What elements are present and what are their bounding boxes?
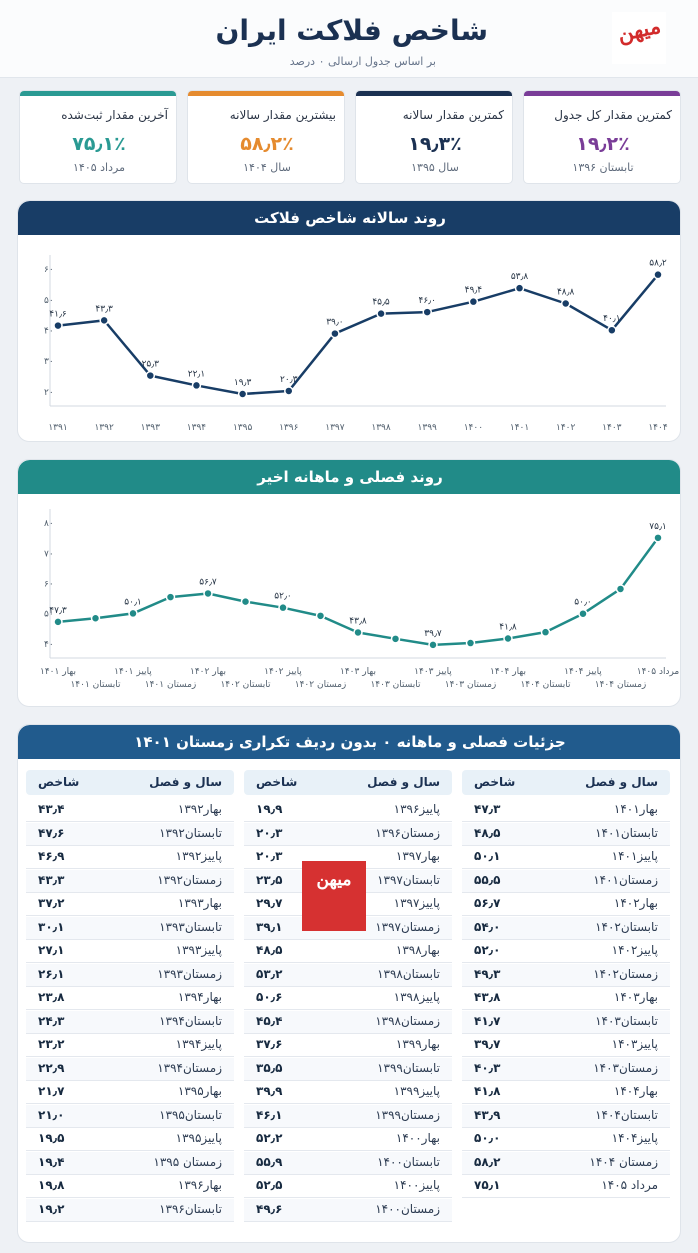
row-season: پاییز۱۳۹۷ [393, 896, 440, 910]
data-label: ۳۹٫۰ [326, 317, 344, 328]
row-season: مرداد ۱۴۰۵ [601, 1178, 658, 1192]
data-point [317, 612, 325, 620]
seasonal-chart-title: روند فصلی و ماهانه اخیر [18, 460, 681, 494]
card-latest [19, 90, 177, 184]
row-value: ۳۰٫۱ [38, 919, 65, 934]
table-row [462, 1034, 670, 1057]
card-accent [356, 91, 513, 96]
x-tick-label: ۱۴۰۴ [648, 423, 668, 433]
data-point [654, 271, 662, 279]
row-value: ۵۵٫۹ [256, 1154, 283, 1169]
y-tick-label: ۸۰ [44, 519, 54, 530]
row-season: تابستان۱۳۹۸ [377, 966, 440, 981]
x-tick-label: زمستان ۱۴۰۳ [444, 680, 497, 690]
row-season: بهار۱۴۰۰ [395, 1131, 440, 1145]
x-tick-label: ۱۳۹۸ [371, 423, 391, 433]
data-label: ۴۳٫۸ [349, 616, 367, 627]
row-value: ۳۹٫۹ [256, 1084, 283, 1098]
row-value: ۴۱٫۸ [474, 1084, 501, 1098]
row-season: زمستان۱۳۹۶ [375, 825, 440, 840]
table-row [26, 1128, 234, 1151]
row-value: ۴۵٫۴ [256, 1013, 283, 1028]
x-tick-label: ۱۳۹۷ [325, 423, 345, 433]
table-row [244, 1152, 452, 1175]
row-value: ۴۳٫۴ [38, 802, 65, 816]
row-season: پاییز۱۴۰۰ [393, 1178, 440, 1192]
data-label: ۴۰٫۱ [603, 314, 621, 325]
row-season: پاییز۱۴۰۳ [611, 1037, 658, 1051]
table-row [26, 846, 234, 869]
data-point [129, 609, 137, 617]
row-value: ۳۹٫۷ [474, 1037, 501, 1051]
row-season: زمستان۱۳۹۳ [157, 966, 222, 981]
y-tick-label: ۳۰ [44, 357, 54, 368]
row-value: ۲۳٫۸ [38, 990, 65, 1004]
data-point [429, 641, 437, 649]
table-row [26, 1152, 234, 1175]
column-name-header: سال و فصل [367, 775, 440, 789]
table-row [244, 1011, 452, 1034]
row-value: ۴۱٫۷ [474, 1013, 501, 1028]
row-season: تابستان۱۳۹۲ [159, 825, 222, 840]
data-point [279, 604, 287, 612]
data-label: ۴۶٫۰ [418, 296, 436, 307]
data-label: ۲۲٫۱ [187, 369, 206, 380]
table-row [462, 1105, 670, 1128]
table-header [244, 770, 452, 795]
data-label: ۲۰٫۳ [280, 374, 298, 385]
column-name-header: سال و فصل [149, 775, 222, 789]
table-row [26, 917, 234, 940]
row-value: ۱۹٫۲ [38, 1201, 65, 1216]
data-label: ۵۸٫۲ [649, 258, 667, 269]
data-label: ۴۹٫۴ [464, 285, 483, 296]
table-row [462, 846, 670, 869]
data-point [542, 628, 550, 636]
row-value: ۳۷٫۲ [38, 896, 65, 910]
data-point [579, 610, 587, 618]
x-tick-label: تابستان ۱۴۰۳ [370, 680, 421, 690]
row-season: تابستان۱۳۹۴ [159, 1013, 222, 1028]
column-value-header: شاخص [38, 775, 80, 789]
x-tick-label: تابستان ۱۴۰۱ [70, 680, 121, 690]
card-value: ۷۵٫۱٪ [72, 133, 126, 155]
row-season: بهار۱۳۹۸ [395, 943, 440, 957]
row-season: بهار۱۳۹۲ [177, 802, 222, 816]
row-value: ۲۷٫۱ [38, 943, 65, 957]
row-value: ۵۲٫۲ [256, 1131, 283, 1145]
data-label: ۴۱٫۸ [499, 622, 517, 633]
row-season: پاییز۱۴۰۲ [611, 943, 658, 957]
row-value: ۵۲٫۰ [474, 943, 501, 957]
row-season: بهار۱۳۹۹ [395, 1037, 440, 1051]
y-tick-label: ۶۰ [44, 579, 54, 590]
table-row [26, 940, 234, 963]
logo-text: میهن [615, 12, 663, 47]
x-tick-label: ۱۴۰۲ [556, 423, 576, 433]
row-value: ۲۳٫۵ [256, 872, 283, 887]
row-value: ۷۵٫۱ [474, 1178, 501, 1192]
table-header [462, 770, 670, 795]
row-value: ۴۰٫۳ [474, 1060, 501, 1075]
table-row [244, 964, 452, 987]
table-row [244, 1199, 452, 1222]
data-point [192, 381, 200, 389]
row-season: پاییز۱۳۹۴ [175, 1037, 222, 1051]
logo [612, 12, 666, 64]
row-value: ۱۹٫۴ [38, 1154, 65, 1169]
data-point [423, 308, 431, 316]
row-season: تابستان۱۴۰۱ [595, 825, 658, 840]
row-season: بهار۱۴۰۱ [613, 802, 658, 816]
data-point [654, 534, 662, 542]
table-row [244, 799, 452, 822]
row-season: تابستان۱۳۹۵ [159, 1107, 222, 1122]
row-value: ۴۸٫۵ [256, 943, 283, 957]
row-value: ۵۳٫۲ [256, 966, 283, 981]
card-accent [524, 91, 681, 96]
seasonal-chart-panel [17, 459, 681, 707]
summary-cards [17, 90, 681, 184]
x-tick-label: ۱۳۹۶ [279, 423, 299, 433]
data-point [617, 585, 625, 593]
watermark-text: میهن [316, 870, 352, 890]
row-value: ۲۱٫۰ [38, 1107, 65, 1122]
table-row [462, 964, 670, 987]
data-label: ۵۲٫۰ [274, 591, 292, 602]
row-season: پاییز۱۴۰۴ [611, 1131, 658, 1145]
y-tick-label: ۴۰ [44, 639, 54, 650]
details-table-2 [244, 770, 452, 1230]
row-value: ۲۱٫۷ [38, 1084, 65, 1098]
row-season: بهار۱۴۰۲ [613, 896, 658, 910]
data-label: ۴۵٫۵ [372, 297, 390, 308]
table-row [462, 870, 670, 893]
data-point [167, 593, 175, 601]
details-table-1 [462, 770, 670, 1230]
row-value: ۲۳٫۲ [38, 1037, 65, 1051]
row-season: تابستان۱۴۰۰ [377, 1154, 440, 1169]
data-point [562, 300, 570, 308]
row-season: پاییز۱۳۹۲ [175, 849, 222, 863]
card-note: سال ۱۴۰۴ [243, 161, 291, 174]
table-row [26, 799, 234, 822]
row-season: زمستان۱۳۹۴ [157, 1060, 222, 1075]
row-season: بهار۱۴۰۴ [613, 1084, 658, 1098]
data-label: ۵۰٫۱ [124, 597, 142, 608]
table-row [26, 1105, 234, 1128]
row-value: ۵۶٫۷ [474, 896, 501, 910]
table-row [462, 1011, 670, 1034]
yearly-chart-title: روند سالانه شاخص فلاکت [18, 201, 681, 235]
row-season: تابستان۱۳۹۶ [159, 1201, 222, 1216]
table-row [462, 1058, 670, 1081]
row-season: بهار۱۳۹۴ [177, 990, 222, 1004]
yearly-chart-panel [17, 200, 681, 442]
row-season: تابستان۱۳۹۹ [377, 1060, 440, 1075]
data-point [354, 628, 362, 636]
table-row [462, 917, 670, 940]
y-tick-label: ۴۰ [44, 326, 54, 337]
data-point [285, 387, 293, 395]
x-tick-label: پاییز ۱۴۰۳ [414, 667, 452, 677]
table-row [244, 1128, 452, 1151]
row-value: ۲۹٫۷ [256, 896, 283, 910]
data-point [608, 326, 616, 334]
table-row [26, 987, 234, 1010]
row-season: تابستان۱۳۹۷ [377, 872, 440, 887]
x-tick-label: پاییز ۱۴۰۲ [264, 667, 302, 677]
x-tick-label: ۱۴۰۳ [602, 423, 622, 433]
row-value: ۵۵٫۵ [474, 872, 501, 887]
row-value: ۱۹٫۹ [256, 802, 283, 816]
row-season: پاییز۱۳۹۹ [393, 1084, 440, 1098]
row-season: بهار۱۴۰۳ [613, 990, 658, 1004]
row-season: تابستان۱۳۹۳ [159, 919, 222, 934]
table-row [26, 1011, 234, 1034]
row-season: زمستان۱۴۰۲ [593, 966, 658, 981]
data-label: ۱۹٫۳ [233, 378, 252, 389]
x-tick-label: بهار ۱۴۰۳ [340, 667, 376, 677]
row-season: زمستان۱۴۰۰ [375, 1201, 440, 1216]
data-label: ۴۳٫۳ [95, 304, 113, 315]
data-point [504, 635, 512, 643]
table-header [26, 770, 234, 795]
row-value: ۲۶٫۱ [38, 966, 65, 981]
x-tick-label: ۱۳۹۳ [140, 423, 160, 433]
table-row [26, 823, 234, 846]
data-label: ۴۷٫۳ [49, 605, 67, 616]
data-label: ۴۱٫۶ [49, 309, 67, 320]
row-value: ۴۷٫۶ [38, 825, 65, 840]
row-value: ۵۴٫۰ [474, 919, 501, 934]
data-label: ۳۹٫۷ [424, 628, 442, 639]
table-row [244, 1034, 452, 1057]
row-value: ۱۹٫۸ [38, 1178, 65, 1192]
row-season: زمستان۱۳۹۹ [375, 1107, 440, 1122]
row-season: بهار۱۳۹۷ [395, 849, 440, 863]
card-value: ۱۹٫۲٪ [576, 133, 630, 155]
header [0, 0, 698, 78]
data-point [100, 316, 108, 324]
table-row [462, 823, 670, 846]
table-row [26, 1175, 234, 1198]
card-label: کمترین مقدار کل جدول [554, 108, 672, 122]
row-value: ۴۶٫۱ [256, 1107, 283, 1122]
table-row [26, 893, 234, 916]
card-label: بیشترین مقدار سالانه [229, 108, 336, 122]
yearly-line-chart [18, 201, 681, 442]
card-value: ۱۹٫۳٪ [408, 133, 462, 155]
x-tick-label: بهار ۱۴۰۱ [40, 667, 76, 677]
table-row [26, 1058, 234, 1081]
row-season: پاییز۱۳۹۶ [393, 802, 440, 816]
card-min-overall [523, 90, 681, 184]
table-row [462, 1081, 670, 1104]
table-row [26, 870, 234, 893]
row-season: زمستان۱۴۰۱ [593, 872, 658, 887]
data-point [331, 330, 339, 338]
table-row [462, 940, 670, 963]
x-tick-label: ۱۳۹۹ [417, 423, 437, 433]
data-point [146, 372, 154, 380]
row-value: ۵۰٫۱ [474, 849, 501, 863]
row-season: پاییز۱۳۹۵ [175, 1131, 222, 1145]
data-label: ۵۳٫۸ [510, 272, 529, 283]
data-point [242, 598, 250, 606]
y-tick-label: ۲۰ [44, 387, 54, 398]
card-label: آخرین مقدار ثبت‌شده [61, 108, 168, 122]
x-tick-label: زمستان ۱۴۰۴ [594, 680, 647, 690]
row-value: ۵۲٫۵ [256, 1178, 283, 1192]
table-row [462, 1152, 670, 1175]
row-season: تابستان۱۴۰۳ [595, 1013, 658, 1028]
row-season: تابستان۱۴۰۲ [595, 919, 658, 934]
row-value: ۲۴٫۳ [38, 1013, 65, 1028]
details-title: جزئیات فصلی و ماهانه ۰ بدون ردیف تکراری زمستان ۱۴۰۱ [18, 725, 681, 759]
data-point [377, 310, 385, 318]
row-season: بهار۱۳۹۵ [177, 1084, 222, 1098]
row-season: تابستان۱۴۰۴ [595, 1107, 658, 1122]
x-tick-label: ۱۳۹۱ [48, 423, 68, 433]
row-value: ۳۵٫۵ [256, 1060, 283, 1075]
card-accent [188, 91, 345, 96]
y-tick-label: ۵۰ [44, 295, 54, 306]
data-label: ۵۰٫۰ [574, 597, 592, 608]
row-value: ۴۹٫۳ [474, 966, 501, 981]
row-value: ۳۷٫۶ [256, 1037, 283, 1051]
row-season: پاییز۱۳۹۳ [175, 943, 222, 957]
row-value: ۴۳٫۳ [38, 872, 65, 887]
table-row [462, 987, 670, 1010]
x-tick-label: ۱۳۹۴ [186, 423, 207, 433]
table-row [26, 1034, 234, 1057]
data-point [469, 298, 477, 306]
data-point [204, 589, 212, 597]
row-value: ۴۳٫۹ [474, 1107, 501, 1122]
row-season: بهار۱۳۹۳ [177, 896, 222, 910]
table-row [26, 1081, 234, 1104]
details-panel [17, 724, 681, 1243]
row-value: ۵۰٫۰ [474, 1131, 501, 1145]
row-season: زمستان۱۳۹۲ [157, 872, 222, 887]
y-tick-label: ۵۰ [44, 609, 54, 620]
page-subtitle: بر اساس جدول ارسالی ۰ درصد [289, 55, 436, 68]
table-row [244, 1105, 452, 1128]
data-point [92, 614, 100, 622]
row-season: پاییز۱۴۰۱ [611, 849, 658, 863]
row-value: ۲۰٫۳ [256, 825, 283, 840]
y-tick-label: ۶۰ [44, 265, 54, 276]
table-row [244, 987, 452, 1010]
x-tick-label: زمستان ۱۴۰۱ [144, 680, 197, 690]
row-value: ۴۹٫۶ [256, 1201, 283, 1216]
card-accent [20, 91, 177, 96]
page-title: شاخص فلاکت ایران [215, 14, 488, 47]
row-value: ۴۳٫۸ [474, 990, 501, 1004]
x-tick-label: بهار ۱۴۰۴ [490, 667, 526, 677]
x-tick-label: تابستان ۱۴۰۲ [220, 680, 271, 690]
data-label: ۲۵٫۳ [141, 359, 160, 370]
column-name-header: سال و فصل [585, 775, 658, 789]
y-tick-label: ۷۰ [44, 549, 54, 560]
row-value: ۳۹٫۱ [256, 919, 283, 934]
table-row [26, 964, 234, 987]
table-row [462, 1175, 670, 1198]
x-tick-label: پاییز ۱۴۰۱ [114, 667, 152, 677]
data-label: ۴۸٫۸ [556, 287, 575, 298]
row-value: ۲۰٫۳ [256, 849, 283, 863]
data-point [54, 322, 62, 330]
row-value: ۵۰٫۶ [256, 990, 283, 1004]
x-tick-label: تابستان ۱۴۰۴ [520, 680, 571, 690]
row-value: ۱۹٫۵ [38, 1131, 65, 1145]
x-tick-label: پاییز ۱۴۰۴ [564, 667, 602, 677]
x-tick-label: زمستان ۱۴۰۲ [294, 680, 347, 690]
card-note: سال ۱۳۹۵ [411, 161, 459, 174]
row-value: ۵۸٫۲ [474, 1154, 501, 1169]
x-tick-label: ۱۴۰۱ [509, 423, 530, 433]
details-table-3 [26, 770, 234, 1230]
data-point [54, 618, 62, 626]
table-row [462, 893, 670, 916]
row-season: زمستان ۱۳۹۵ [153, 1154, 222, 1169]
table-row [244, 1058, 452, 1081]
column-value-header: شاخص [256, 775, 298, 789]
x-tick-label: ۱۳۹۵ [232, 423, 253, 433]
card-max-yearly [187, 90, 345, 184]
card-min-yearly [355, 90, 513, 184]
column-value-header: شاخص [474, 775, 516, 789]
row-season: بهار۱۳۹۶ [177, 1178, 222, 1192]
table-row [244, 1081, 452, 1104]
table-row [462, 1128, 670, 1151]
row-season: زمستان ۱۴۰۴ [589, 1154, 658, 1169]
x-tick-label: ۱۴۰۰ [463, 423, 484, 433]
data-point [516, 284, 524, 292]
row-season: زمستان۱۳۹۷ [375, 919, 440, 934]
card-note: تابستان ۱۳۹۶ [572, 161, 634, 174]
data-point [392, 635, 400, 643]
row-season: پاییز۱۳۹۸ [393, 990, 440, 1004]
row-season: زمستان۱۳۹۸ [375, 1013, 440, 1028]
x-tick-label: بهار ۱۴۰۲ [190, 667, 226, 677]
x-tick-label: مرداد ۱۴۰۵ [636, 667, 680, 677]
card-label: کمترین مقدار سالانه [402, 108, 504, 122]
data-label: ۷۵٫۱ [649, 521, 667, 532]
data-point [467, 639, 475, 647]
x-tick-label: ۱۳۹۲ [94, 423, 114, 433]
seasonal-line-chart [18, 460, 681, 707]
row-value: ۲۲٫۹ [38, 1060, 65, 1075]
row-value: ۴۸٫۵ [474, 825, 501, 840]
table-row [244, 1175, 452, 1198]
card-note: مرداد ۱۴۰۵ [73, 161, 125, 174]
table-row [462, 799, 670, 822]
watermark-logo [302, 861, 366, 931]
row-value: ۴۶٫۹ [38, 849, 65, 863]
row-value: ۴۷٫۳ [474, 802, 501, 816]
data-label: ۵۶٫۷ [199, 577, 217, 588]
card-value: ۵۸٫۲٪ [240, 133, 294, 155]
table-row [244, 823, 452, 846]
table-row [26, 1199, 234, 1222]
row-season: زمستان۱۴۰۳ [593, 1060, 658, 1075]
data-point [239, 390, 247, 398]
table-row [244, 940, 452, 963]
